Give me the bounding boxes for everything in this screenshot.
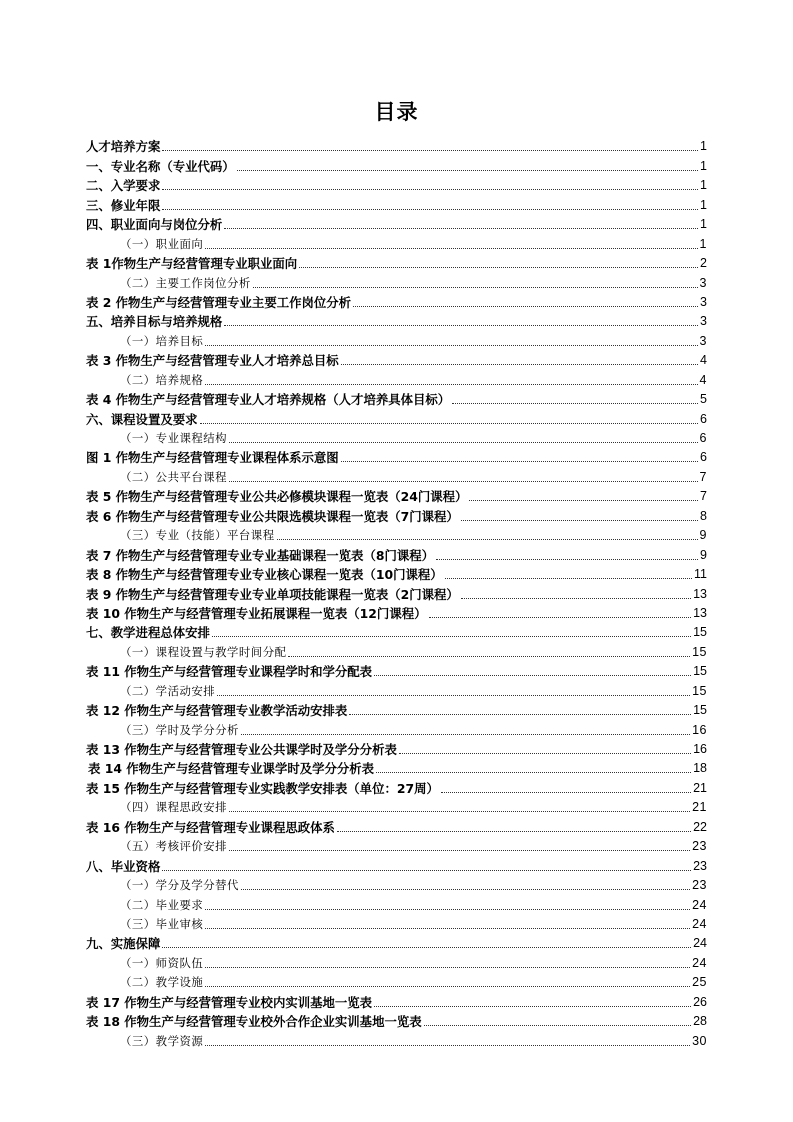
- toc-entry[interactable]: [86, 293, 707, 312]
- toc-entry[interactable]: [86, 837, 707, 856]
- toc-entry-page-number: 2: [700, 256, 707, 271]
- toc-entry[interactable]: [86, 390, 707, 409]
- toc-entry[interactable]: [86, 584, 707, 603]
- toc-entry[interactable]: [86, 623, 707, 642]
- toc-entry[interactable]: [86, 701, 707, 720]
- toc-dot-leader: [424, 1025, 691, 1026]
- toc-entry-page-number: 15: [693, 625, 707, 640]
- toc-entry-page-number: 21: [692, 800, 707, 815]
- toc-entry-title: （一）职业面向: [120, 236, 204, 251]
- toc-entry-page-number: 23: [693, 858, 707, 873]
- toc-entry[interactable]: [86, 195, 707, 214]
- toc-entry-page-number: 15: [692, 644, 707, 659]
- toc-entry-title: 表 16 作物生产与经营管理专业课程思政体系: [86, 819, 335, 835]
- toc-entry-page-number: 4: [699, 372, 707, 387]
- page-title: 目录: [374, 100, 419, 124]
- toc-dot-leader: [399, 753, 691, 754]
- toc-entry-title: 表 15 作物生产与经营管理专业实践教学安排表（单位：27周）: [86, 780, 439, 796]
- toc-entry-page-number: 1: [700, 197, 707, 212]
- toc-entry-title: 表 7 作物生产与经营管理专业专业基础课程一览表（8门课程）: [86, 547, 435, 563]
- toc-entry-title: 七、教学进程总体安排: [86, 625, 210, 641]
- toc-dot-leader: [241, 734, 690, 735]
- toc-entry-page-number: 15: [692, 683, 707, 698]
- toc-entry-page-number: 7: [700, 489, 707, 504]
- toc-entry[interactable]: [86, 681, 707, 700]
- toc-entry-page-number: 7: [699, 469, 707, 484]
- toc-dot-leader: [452, 403, 698, 404]
- toc-entry-title: 图 1 作物生产与经营管理专业课程体系示意图: [86, 450, 339, 466]
- toc-entry-title: （四）课程思政安排: [120, 800, 228, 815]
- toc-dot-leader: [353, 306, 698, 307]
- toc-entry-page-number: 21: [693, 780, 707, 795]
- toc-dot-leader: [376, 772, 691, 773]
- toc-entry-title: （二）公共平台课程: [120, 469, 228, 484]
- toc-entry[interactable]: [86, 973, 707, 992]
- toc-dot-leader: [237, 170, 698, 171]
- toc-entry-page-number: 5: [700, 392, 707, 407]
- toc-entry-page-number: 6: [699, 431, 707, 445]
- toc-entry-page-number: 25: [692, 975, 707, 990]
- toc-entry-page-number: 9: [699, 528, 707, 543]
- toc-entry[interactable]: [86, 254, 707, 273]
- toc-dot-leader: [349, 714, 691, 715]
- toc-entry-title: （二）培养规格: [120, 372, 204, 387]
- toc-entry-page-number: 1: [700, 178, 707, 193]
- toc-entry[interactable]: [86, 604, 707, 623]
- toc-entry-title: （一）学分及学分替代: [120, 878, 239, 893]
- toc-dot-leader: [229, 811, 690, 812]
- toc-dot-leader: [205, 967, 690, 968]
- toc-entry-page-number: 13: [693, 586, 707, 601]
- toc-entry-page-number: 6: [700, 411, 707, 426]
- toc-entry-page-number: 1: [700, 217, 707, 232]
- toc-entry-title: 四、职业面向与岗位分析: [86, 217, 223, 233]
- toc-entry-title: （一）专业课程结构: [120, 431, 228, 445]
- toc-entry-title: 人才培养方案: [86, 139, 161, 155]
- toc-entry-title: （二）学活动安排: [120, 683, 216, 698]
- toc-entry[interactable]: [86, 215, 707, 234]
- toc-entry-title: 表 9 作物生产与经营管理专业专业单项技能课程一览表（2门课程）: [86, 586, 459, 602]
- toc-dot-leader: [445, 578, 692, 579]
- toc-dot-leader: [205, 248, 697, 249]
- toc-dot-leader: [205, 345, 697, 346]
- toc-dot-leader: [162, 947, 691, 948]
- toc-entry[interactable]: [86, 798, 707, 817]
- toc-entry-page-number: 18: [693, 761, 707, 776]
- toc-dot-leader: [162, 209, 698, 210]
- toc-entry-title: 六、课程设置及要求: [86, 411, 198, 427]
- toc-entry[interactable]: [86, 351, 707, 370]
- toc-entry-page-number: 24: [692, 897, 707, 912]
- toc-entry-page-number: 1: [700, 139, 707, 154]
- toc-entry-title: 五、培养目标与培养规格: [86, 314, 223, 330]
- toc-dot-leader: [200, 423, 699, 424]
- toc-entry[interactable]: [86, 759, 707, 778]
- toc-dot-leader: [277, 539, 698, 540]
- toc-dot-leader: [341, 364, 698, 365]
- toc-entry-page-number: 8: [700, 508, 707, 523]
- toc-dot-leader: [288, 656, 690, 657]
- toc-entry-title: （二）教学设施: [120, 975, 204, 990]
- toc-entry-title: 表 2 作物生产与经营管理专业主要工作岗位分析: [86, 294, 352, 310]
- toc-entry-title: （三）教学资源: [120, 1033, 204, 1048]
- toc-entry-title: 八、毕业资格: [86, 858, 161, 874]
- toc-entry-page-number: 13: [693, 605, 707, 620]
- toc-dot-leader: [337, 831, 691, 832]
- toc-dot-leader: [205, 928, 690, 929]
- toc-entry-page-number: 30: [692, 1033, 707, 1048]
- toc-dot-leader: [205, 384, 697, 385]
- toc-entry-title: 表 17 作物生产与经营管理专业校内实训基地一览表: [86, 994, 373, 1010]
- toc-entry-page-number: 22: [693, 819, 707, 834]
- toc-entry[interactable]: [86, 137, 707, 156]
- toc-dot-leader: [212, 636, 691, 637]
- toc-entry-page-number: 4: [700, 353, 707, 368]
- toc-dot-leader: [436, 559, 698, 560]
- toc-entry-page-number: 16: [692, 722, 707, 737]
- toc-entry-title: 表 10 作物生产与经营管理专业拓展课程一览表（12门课程）: [86, 605, 427, 621]
- toc-entry[interactable]: [86, 429, 707, 448]
- toc-entry[interactable]: [86, 234, 707, 253]
- toc-entry[interactable]: [86, 720, 707, 739]
- toc-dot-leader: [205, 1045, 690, 1046]
- toc-entry[interactable]: [86, 915, 707, 934]
- toc-entry-title: 表 13 作物生产与经营管理专业公共课学时及学分分析表: [86, 742, 397, 757]
- toc-entry-page-number: 24: [692, 916, 707, 931]
- toc-entry[interactable]: [86, 953, 707, 972]
- toc-dot-leader: [162, 189, 698, 190]
- toc-dot-leader: [229, 481, 698, 482]
- toc-entry[interactable]: [86, 467, 707, 486]
- toc-entry-page-number: 23: [692, 878, 707, 893]
- toc-entry-title: （五）考核评价安排: [120, 839, 228, 854]
- toc-entry-page-number: 15: [693, 664, 707, 679]
- toc-dot-leader: [224, 325, 698, 326]
- toc-entry-title: 表 3 作物生产与经营管理专业人才培养总目标: [86, 353, 339, 369]
- toc-entry[interactable]: [86, 992, 707, 1011]
- toc-entry[interactable]: [86, 370, 707, 389]
- toc-dot-leader: [229, 442, 698, 443]
- toc-entry[interactable]: [86, 740, 707, 759]
- toc-dot-leader: [374, 1006, 691, 1007]
- toc-dot-leader: [205, 909, 690, 910]
- toc-entry-title: 表 14 作物生产与经营管理专业课学时及学分分析表: [88, 761, 375, 777]
- toc-dot-leader: [461, 520, 698, 521]
- toc-entry-title: （一）培养目标: [120, 333, 204, 348]
- toc-entry-title: （二）主要工作岗位分析: [120, 275, 251, 290]
- toc-entry[interactable]: [86, 545, 707, 564]
- toc-entry[interactable]: [86, 331, 707, 350]
- toc-entry[interactable]: [86, 934, 707, 953]
- toc-entry-page-number: 24: [693, 936, 707, 951]
- toc-entry[interactable]: [86, 895, 707, 914]
- toc-entry[interactable]: [86, 642, 707, 661]
- toc-entry[interactable]: [86, 1031, 707, 1050]
- toc-entry-page-number: 11: [694, 567, 707, 582]
- toc-entry-title: 表 8 作物生产与经营管理专业专业核心课程一览表（10门课程）: [86, 567, 443, 583]
- toc-entry[interactable]: [86, 312, 707, 331]
- toc-entry-title: 表 12 作物生产与经营管理专业教学活动安排表: [86, 703, 348, 719]
- toc-entry[interactable]: [86, 856, 707, 875]
- toc-dot-leader: [224, 228, 698, 229]
- toc-dot-leader: [299, 267, 698, 268]
- toc-entry-page-number: 9: [700, 547, 707, 562]
- toc-entry-title: （一）课程设置与教学时间分配: [120, 644, 287, 659]
- toc-dot-leader: [461, 598, 691, 599]
- toc-entry-page-number: 3: [699, 333, 707, 348]
- toc-entry-page-number: 3: [699, 275, 707, 290]
- toc-entry[interactable]: [86, 876, 707, 895]
- toc-entry-title: 表 11 作物生产与经营管理专业课程学时和学分配表: [86, 664, 373, 680]
- toc-entry-title: 表 1作物生产与经营管理专业职业面向: [86, 256, 298, 272]
- toc-entry-title: （二）毕业要求: [120, 897, 204, 912]
- toc-entry-page-number: 16: [693, 742, 707, 756]
- toc-entry[interactable]: [86, 156, 707, 175]
- toc-entry-page-number: 28: [693, 1014, 707, 1029]
- toc-dot-leader: [217, 695, 690, 696]
- toc-entry-page-number: 26: [693, 994, 707, 1009]
- toc-entry-title: 表 5 作物生产与经营管理专业公共必修模块课程一览表（24门课程）: [86, 489, 468, 505]
- table-of-contents: [86, 137, 707, 1051]
- toc-entry-title: 九、实施保障: [86, 936, 161, 952]
- toc-dot-leader: [441, 792, 691, 793]
- toc-dot-leader: [205, 986, 690, 987]
- toc-entry-title: 表 18 作物生产与经营管理专业校外合作企业实训基地一览表: [86, 1014, 422, 1030]
- toc-entry-title: （三）学时及学分分析: [120, 722, 239, 737]
- toc-entry[interactable]: [86, 448, 707, 467]
- toc-entry-page-number: 23: [692, 839, 707, 854]
- toc-dot-leader: [162, 150, 698, 151]
- toc-entry-page-number: 24: [692, 955, 707, 970]
- toc-entry[interactable]: [86, 526, 707, 545]
- toc-entry[interactable]: [86, 273, 707, 292]
- toc-entry[interactable]: [86, 778, 707, 797]
- toc-entry[interactable]: [86, 817, 707, 836]
- toc-entry-page-number: 3: [700, 294, 707, 309]
- toc-entry-title: 二、入学要求: [86, 178, 161, 194]
- toc-entry-page-number: 15: [693, 703, 707, 718]
- toc-dot-leader: [241, 889, 690, 890]
- toc-entry[interactable]: [86, 409, 707, 428]
- toc-entry-page-number: 6: [700, 450, 707, 465]
- toc-entry-title: 表 4 作物生产与经营管理专业人才培养规格（人才培养具体目标）: [86, 392, 451, 408]
- toc-dot-leader: [162, 870, 691, 871]
- toc-entry-title: 三、修业年限: [86, 197, 161, 213]
- toc-entry[interactable]: [86, 487, 707, 506]
- toc-entry-title: （一）师资队伍: [120, 955, 204, 970]
- toc-entry-title: （三）毕业审核: [120, 916, 204, 931]
- toc-entry-page-number: 3: [700, 314, 707, 329]
- toc-entry-title: 表 6 作物生产与经营管理专业公共限选模块课程一览表（7门课程）: [86, 508, 459, 524]
- toc-dot-leader: [374, 675, 691, 676]
- toc-entry[interactable]: [86, 506, 707, 525]
- toc-entry[interactable]: [86, 1012, 707, 1031]
- toc-entry-title: 一、专业名称（专业代码）: [86, 158, 235, 174]
- toc-dot-leader: [341, 461, 698, 462]
- toc-entry[interactable]: [86, 565, 707, 584]
- toc-dot-leader: [429, 617, 692, 618]
- toc-dot-leader: [229, 850, 690, 851]
- toc-entry-title: （三）专业（技能）平台课程: [120, 528, 275, 543]
- toc-dot-leader: [469, 500, 698, 501]
- toc-dot-leader: [253, 287, 698, 288]
- toc-entry-page-number: 1: [700, 158, 707, 173]
- toc-entry-page-number: 1: [699, 236, 707, 251]
- toc-entry[interactable]: [86, 662, 707, 681]
- toc-entry[interactable]: [86, 176, 707, 195]
